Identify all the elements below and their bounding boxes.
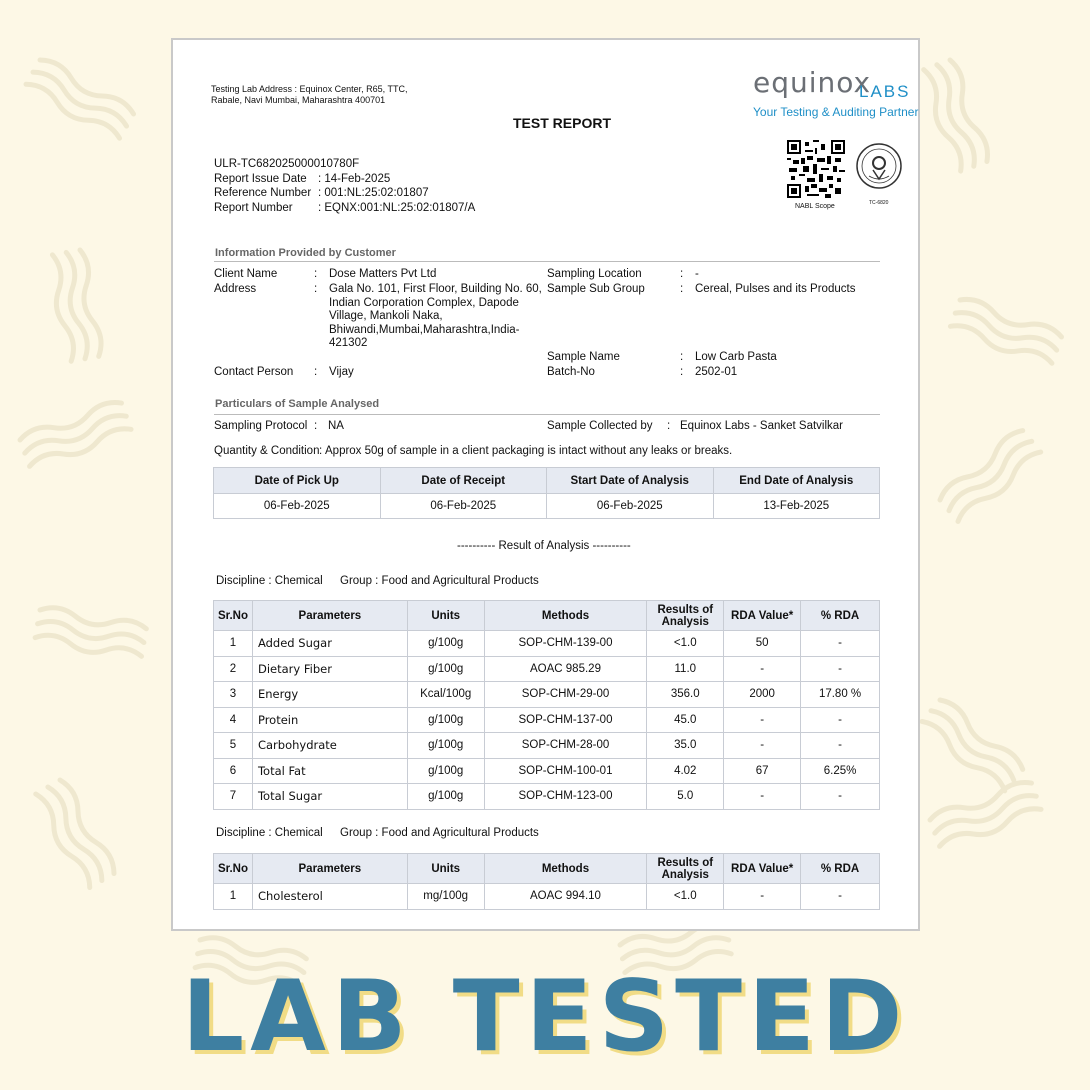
table-header: Parameters — [252, 601, 407, 631]
seal-code: TC-6820 — [869, 200, 889, 206]
table-cell: g/100g — [407, 784, 484, 810]
table-row — [214, 656, 880, 682]
sample-sub-group-value: Cereal, Pulses and its Products — [695, 283, 856, 295]
table-cell: 11.0 — [647, 656, 724, 682]
table-cell: - — [724, 884, 801, 910]
table-cell: SOP-CHM-137-00 — [484, 707, 647, 733]
client-name-value: Dose Matters Pvt Ltd — [329, 268, 437, 280]
table-cell: 5.0 — [647, 784, 724, 810]
results-table-1 — [213, 600, 880, 810]
table-header: Date of Pick Up — [214, 468, 381, 494]
table-row — [214, 494, 880, 519]
colon: : — [680, 268, 684, 280]
report-title: TEST REPORT — [513, 115, 612, 131]
table-header: Start Date of Analysis — [547, 468, 714, 494]
table-cell: 5 — [214, 733, 253, 759]
particulars-section-title: Particulars of Sample Analysed — [215, 398, 380, 410]
table-cell: 67 — [724, 758, 801, 784]
table-cell: 1 — [214, 631, 253, 657]
table-cell: g/100g — [407, 656, 484, 682]
nabl-scope-label: NABL Scope — [795, 203, 835, 210]
result-heading: ---------- Result of Analysis ---------- — [457, 540, 631, 552]
discipline-label: Discipline : Chemical — [216, 827, 323, 839]
parameter-cell: Dietary Fiber — [252, 656, 407, 682]
table-cell: g/100g — [407, 758, 484, 784]
table-cell: <1.0 — [647, 884, 724, 910]
section-divider — [214, 261, 880, 262]
sample-collected-value: Equinox Labs - Sanket Satvilkar — [680, 420, 844, 432]
parameter-cell: Cholesterol — [252, 884, 407, 910]
table-cell: - — [801, 884, 880, 910]
address-value: Gala No. 101, First Floor, Building No. 60, Indian Corporation Complex, Dapode Village, Mankoli Naka, Bhiwandi,Mumbai,Maharashtra,India-421302 — [329, 283, 542, 349]
customer-section-title: Information Provided by Customer — [215, 247, 396, 259]
table-header: Methods — [484, 854, 647, 884]
id-label: Reference Number — [214, 187, 312, 199]
table-header: Date of Receipt — [380, 468, 547, 494]
test-report-document — [171, 38, 920, 931]
table-cell: mg/100g — [407, 884, 484, 910]
sampling-protocol-value: NA — [328, 420, 344, 432]
table-cell: g/100g — [407, 631, 484, 657]
colon: : — [314, 283, 318, 295]
table-row — [214, 682, 880, 708]
parameter-cell: Total Fat — [252, 758, 407, 784]
colon: : — [680, 283, 684, 295]
equinox-logo-labs: LABS — [859, 82, 911, 101]
sampling-location-value: - — [695, 268, 699, 280]
table-cell: - — [801, 656, 880, 682]
table-cell: - — [801, 784, 880, 810]
table-cell: SOP-CHM-123-00 — [484, 784, 647, 810]
table-header: Results of Analysis — [647, 854, 724, 884]
group-label: Group : Food and Agricultural Products — [340, 575, 539, 587]
table-header: % RDA — [801, 854, 880, 884]
table-cell: 1 — [214, 884, 253, 910]
parameter-cell: Total Sugar — [252, 784, 407, 810]
results-table-2 — [213, 853, 880, 910]
table-header: Sr.No — [214, 854, 253, 884]
lab-address: Testing Lab Address : Equinox Center, R65, TTC, Rabale, Navi Mumbai, Maharashtra 400701 — [211, 84, 408, 105]
colon: : — [667, 420, 671, 432]
parameter-cell: Added Sugar — [252, 631, 407, 657]
id-value: : 001:NL:25:02:01807 — [318, 187, 429, 199]
parameter-cell: Protein — [252, 707, 407, 733]
table-cell: 7 — [214, 784, 253, 810]
table-cell: 06-Feb-2025 — [547, 494, 714, 519]
contact-person-label: Contact Person — [214, 366, 294, 378]
table-row — [214, 733, 880, 759]
table-cell: AOAC 994.10 — [484, 884, 647, 910]
table-header: Results of Analysis — [647, 601, 724, 631]
ulr-number: ULR-TC682025000010780F — [214, 158, 360, 170]
lab-tested-banner: LAB TESTED — [181, 960, 909, 1074]
batch-no-value: 2502-01 — [695, 366, 738, 378]
table-header: Methods — [484, 601, 647, 631]
table-cell: SOP-CHM-29-00 — [484, 682, 647, 708]
report-identifiers — [214, 157, 475, 215]
batch-no-label: Batch-No — [547, 366, 595, 378]
table-row — [214, 784, 880, 810]
id-value: : EQNX:001:NL:25:02:01807/A — [318, 201, 476, 214]
table-cell: 4.02 — [647, 758, 724, 784]
table-cell: 35.0 — [647, 733, 724, 759]
table-header-row — [214, 468, 880, 494]
table-header: % RDA — [801, 601, 880, 631]
table-row — [214, 707, 880, 733]
table-cell: 45.0 — [647, 707, 724, 733]
table-cell: 06-Feb-2025 — [380, 494, 547, 519]
client-name-label: Client Name — [214, 268, 278, 280]
table-header: End Date of Analysis — [713, 468, 880, 494]
quantity-condition-label: Quantity & Condition — [214, 445, 320, 457]
dates-table — [213, 467, 880, 519]
contact-person-value: Vijay — [329, 366, 354, 378]
table-cell: <1.0 — [647, 631, 724, 657]
table-header: RDA Value* — [724, 601, 801, 631]
table-cell: 2 — [214, 656, 253, 682]
table-row — [214, 884, 880, 910]
table-cell: 17.80 % — [801, 682, 880, 708]
table-cell: 2000 — [724, 682, 801, 708]
table-cell: 356.0 — [647, 682, 724, 708]
table-cell: SOP-CHM-100-01 — [484, 758, 647, 784]
parameter-cell: Energy — [252, 682, 407, 708]
sampling-location-label: Sampling Location — [547, 268, 642, 280]
table-cell: 50 — [724, 631, 801, 657]
accreditation-seal-icon — [855, 142, 903, 198]
table-row — [214, 631, 880, 657]
table-cell: - — [724, 784, 801, 810]
table-row — [214, 758, 880, 784]
colon: : — [319, 445, 323, 457]
address-label: Address — [214, 283, 257, 295]
table-cell: Kcal/100g — [407, 682, 484, 708]
section-divider — [214, 414, 880, 415]
table-header-row — [214, 854, 880, 884]
table-header: Sr.No — [214, 601, 253, 631]
colon: : — [314, 366, 318, 378]
table-header: Units — [407, 854, 484, 884]
colon: : — [314, 268, 318, 280]
id-label: Report Number — [214, 201, 293, 214]
sample-name-label: Sample Name — [547, 351, 620, 363]
table-cell: 6.25% — [801, 758, 880, 784]
table-cell: g/100g — [407, 733, 484, 759]
sampling-protocol-label: Sampling Protocol — [214, 420, 308, 432]
equinox-logo-tagline: Your Testing & Auditing Partner — [753, 105, 919, 119]
table-cell: - — [801, 707, 880, 733]
group-label: Group : Food and Agricultural Products — [340, 827, 539, 839]
parameter-cell: Carbohydrate — [252, 733, 407, 759]
colon: : — [314, 420, 318, 432]
table-header: Units — [407, 601, 484, 631]
table-header: RDA Value* — [724, 854, 801, 884]
table-cell: 4 — [214, 707, 253, 733]
sample-collected-label: Sample Collected by — [547, 420, 653, 432]
quantity-condition-value: Approx 50g of sample in a client packaging is intact without any leaks or breaks. — [325, 445, 733, 457]
sample-sub-group-label: Sample Sub Group — [547, 283, 645, 295]
equinox-logo-wordmark: equinox — [753, 66, 872, 99]
table-cell: - — [724, 733, 801, 759]
table-header: Parameters — [252, 854, 407, 884]
sample-name-value: Low Carb Pasta — [695, 351, 777, 363]
id-value: : 14-Feb-2025 — [318, 172, 391, 185]
table-cell: 3 — [214, 682, 253, 708]
table-cell: - — [724, 656, 801, 682]
table-header-row — [214, 601, 880, 631]
table-cell: 13-Feb-2025 — [713, 494, 880, 519]
table-cell: - — [801, 733, 880, 759]
table-cell: 6 — [214, 758, 253, 784]
table-cell: g/100g — [407, 707, 484, 733]
table-cell: 06-Feb-2025 — [214, 494, 381, 519]
table-cell: AOAC 985.29 — [484, 656, 647, 682]
table-cell: - — [801, 631, 880, 657]
id-label: Report Issue Date — [214, 172, 307, 185]
table-cell: SOP-CHM-28-00 — [484, 733, 647, 759]
table-cell: - — [724, 707, 801, 733]
colon: : — [680, 351, 684, 363]
qr-code-icon — [787, 140, 845, 198]
discipline-label: Discipline : Chemical — [216, 575, 323, 587]
colon: : — [680, 366, 684, 378]
table-cell: SOP-CHM-139-00 — [484, 631, 647, 657]
